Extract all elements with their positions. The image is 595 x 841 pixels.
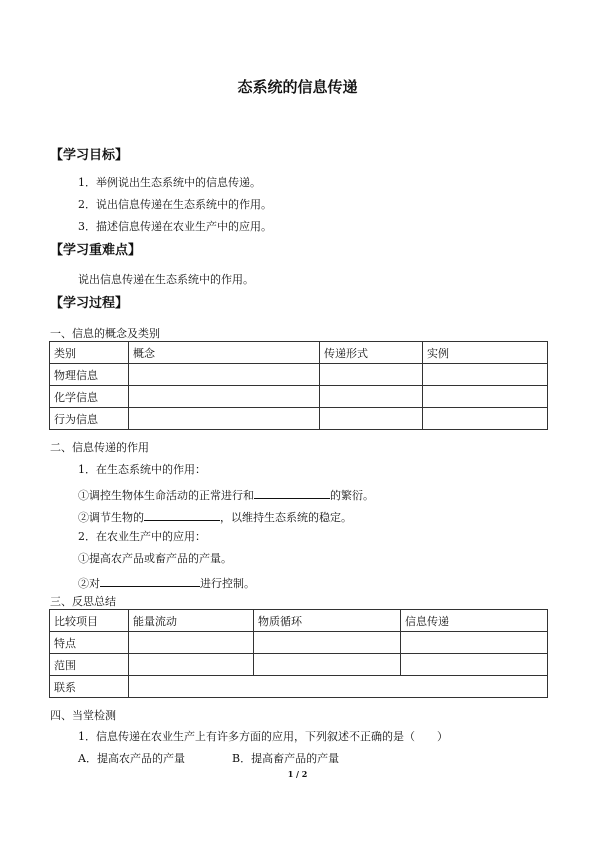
table1-cell <box>423 386 548 408</box>
objective-item-2: 2．说出信息传递在生态系统中的作用。 <box>78 198 272 211</box>
line1-text-b: 的繁衍。 <box>330 489 374 502</box>
section2-sub1: 1．在生态系统中的作用： <box>78 463 206 476</box>
fill-blank-1[interactable] <box>254 487 330 499</box>
table1-cell <box>423 408 548 430</box>
table2-cell-merged <box>129 676 548 698</box>
line1-text-a: ①调控生物体生命活动的正常进行和 <box>78 489 254 502</box>
page-title: 态系统的信息传递 <box>237 78 358 96</box>
table1-header-concept: 概念 <box>129 342 320 364</box>
table1-header-category: 类别 <box>50 342 129 364</box>
table1-cell <box>320 386 423 408</box>
section2-title: 二、信息传递的作用 <box>50 441 149 454</box>
table1-cell <box>129 386 320 408</box>
section2-line3: ①提高农产品或畜产品的产量。 <box>78 552 232 565</box>
objective-item-1: 1．举例说出生态系统中的信息传递。 <box>78 176 261 189</box>
key-points-heading: 【学习重难点】 <box>50 243 142 258</box>
fill-blank-3[interactable] <box>100 575 200 587</box>
section2-line2 <box>78 509 352 523</box>
table2-header-matter: 物质循环 <box>254 610 401 632</box>
page-number: 1 / 2 <box>287 769 308 779</box>
table2-cell <box>401 632 548 654</box>
table2-cell <box>254 654 401 676</box>
table1-header-form: 传递形式 <box>320 342 423 364</box>
table1-cell <box>129 364 320 386</box>
section1-title: 一、信息的概念及类别 <box>50 327 160 340</box>
section2-sub2: 2．在农业生产中的应用： <box>78 530 206 543</box>
table2-header-info: 信息传递 <box>401 610 548 632</box>
table2-row-label: 联系 <box>50 676 129 698</box>
table2-cell <box>129 654 254 676</box>
section2-line4 <box>78 575 255 589</box>
table2-header-energy: 能量流动 <box>129 610 254 632</box>
table1-cell <box>129 408 320 430</box>
section4-title: 四、当堂检测 <box>50 709 116 722</box>
table2-header-item: 比较项目 <box>50 610 129 632</box>
table1-header-example: 实例 <box>423 342 548 364</box>
fill-blank-2[interactable] <box>144 509 220 521</box>
table1-row-label: 物理信息 <box>50 364 129 386</box>
table2-row-label: 特点 <box>50 632 129 654</box>
line4-text-b: 进行控制。 <box>200 577 255 590</box>
comparison-table <box>49 609 548 698</box>
objectives-heading: 【学习目标】 <box>50 148 129 163</box>
table2-cell <box>129 632 254 654</box>
process-heading: 【学习过程】 <box>50 296 129 311</box>
table1-row-label: 行为信息 <box>50 408 129 430</box>
option-a: A．提高农产品的产量 <box>78 752 185 765</box>
table2-cell <box>401 654 548 676</box>
key-points-text: 说出信息传递在生态系统中的作用。 <box>78 273 254 286</box>
table1-cell <box>423 364 548 386</box>
objective-item-3: 3．描述信息传递在农业生产中的应用。 <box>78 220 272 233</box>
table1-cell <box>320 408 423 430</box>
table2-row-label: 范围 <box>50 654 129 676</box>
section2-line1 <box>78 487 374 501</box>
line2-text-b: ，以维持生态系统的稳定。 <box>220 511 352 524</box>
option-b: B．提高畜产品的产量 <box>232 752 340 765</box>
table1-row-label: 化学信息 <box>50 386 129 408</box>
line2-text-a: ②调节生物的 <box>78 511 144 524</box>
table2-cell <box>254 632 401 654</box>
line4-text-a: ②对 <box>78 577 100 590</box>
info-category-table <box>49 341 548 430</box>
table1-cell <box>320 364 423 386</box>
question-1: 1．信息传递在农业生产上有许多方面的应用，下列叙述不正确的是（ ） <box>78 730 448 743</box>
section3-title: 三、反思总结 <box>50 595 116 608</box>
